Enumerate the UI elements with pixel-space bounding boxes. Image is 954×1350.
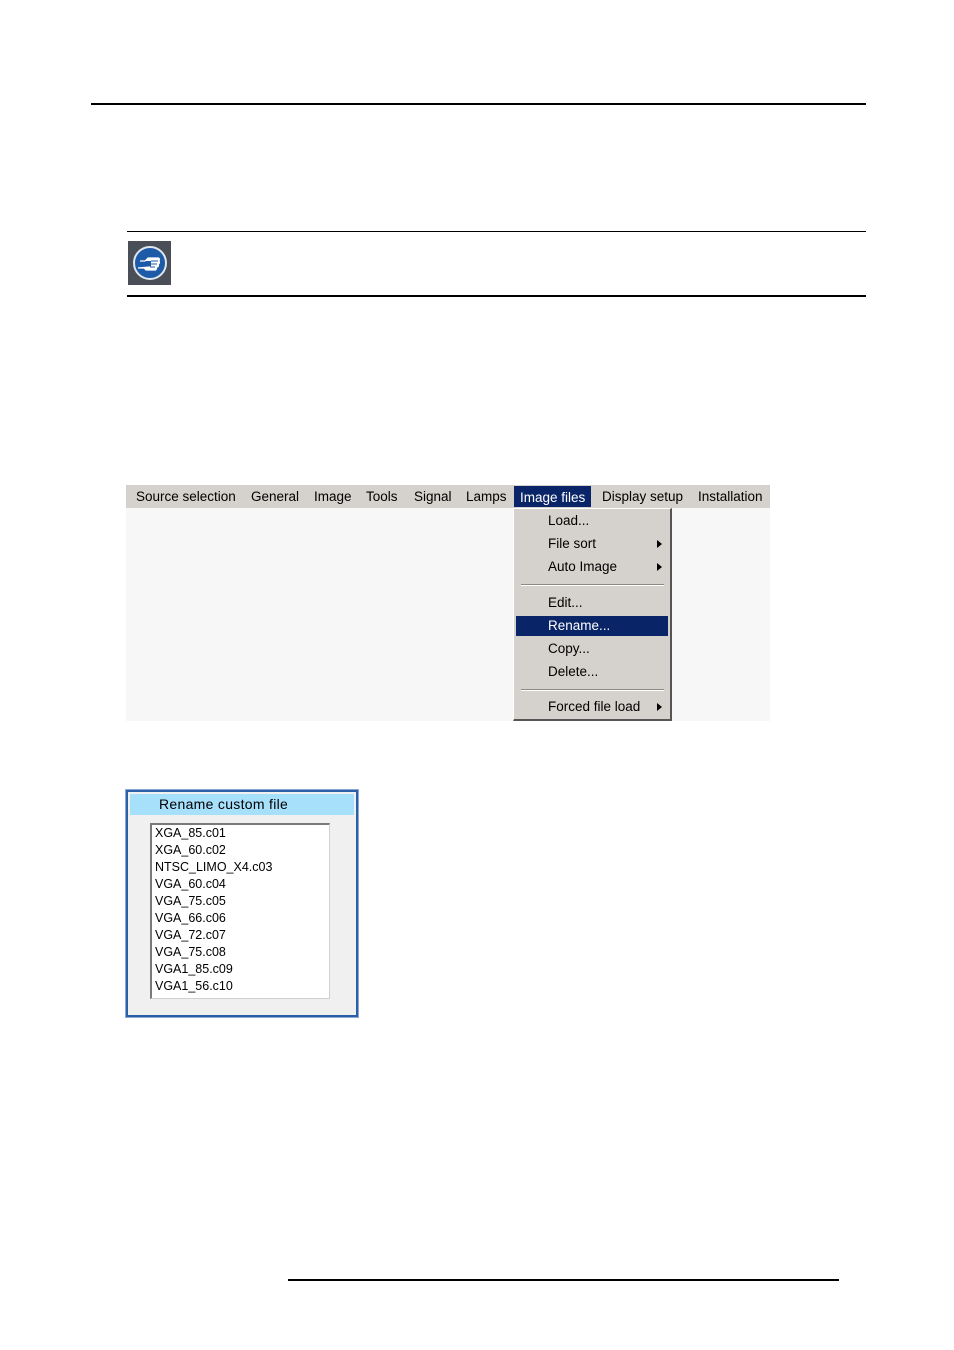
note-box [127, 231, 866, 297]
list-item[interactable]: VGA_72.c07 [155, 928, 226, 942]
menu-separator [521, 689, 664, 691]
menu-lamps[interactable]: Lamps [466, 489, 507, 504]
dialog-title-bar [130, 794, 354, 815]
dialog-title: Rename custom file [159, 796, 289, 812]
submenu-arrow-icon [657, 563, 662, 571]
menu-item-label: Edit... [548, 595, 583, 610]
menu-installation[interactable]: Installation [698, 489, 763, 504]
menu-item-load[interactable] [516, 511, 668, 531]
menu-item-label: Load... [548, 513, 590, 528]
menu-item-label: Forced file load [548, 699, 641, 714]
menu-bar [126, 485, 770, 508]
note-top-rule [127, 231, 866, 232]
menu-item-label: File sort [548, 536, 597, 551]
menu-general[interactable]: General [251, 489, 300, 504]
menu-item-label: Delete... [548, 664, 599, 679]
footer-rule [288, 1279, 839, 1281]
menu-item-edit[interactable] [516, 593, 668, 613]
file-list[interactable] [150, 823, 330, 999]
list-item[interactable]: XGA_85.c01 [155, 826, 226, 840]
list-item[interactable]: NTSC_LIMO_X4.c03 [155, 860, 273, 874]
menu-image-files[interactable]: Image files [514, 486, 591, 507]
list-item[interactable]: VGA_75.c08 [155, 945, 226, 959]
menu-item-label: Auto Image [548, 559, 618, 574]
menu-image[interactable]: Image [314, 489, 352, 504]
menu-item-label: Rename... [548, 618, 611, 633]
menu-signal[interactable]: Signal [414, 489, 452, 504]
list-item[interactable]: VGA_60.c04 [155, 877, 226, 891]
image-files-dropdown [513, 508, 672, 721]
menu-item-delete[interactable] [516, 662, 668, 682]
pointing-hand-icon [128, 241, 171, 285]
menu-item-label: Copy... [548, 641, 590, 656]
list-item[interactable]: VGA_66.c06 [155, 911, 226, 925]
menu-item-forced-file-load[interactable] [516, 697, 668, 717]
note-bottom-rule [127, 295, 866, 297]
menu-separator [521, 584, 664, 586]
submenu-arrow-icon [657, 703, 662, 711]
list-item[interactable]: VGA1_56.c10 [155, 979, 233, 993]
menu-screenshot [126, 485, 770, 721]
submenu-arrow-icon [657, 540, 662, 548]
menu-item-copy[interactable] [516, 639, 668, 659]
menu-source-selection[interactable]: Source selection [136, 489, 236, 504]
menu-tools[interactable]: Tools [366, 489, 398, 504]
list-item[interactable]: VGA_75.c05 [155, 894, 226, 908]
rename-dialog [126, 790, 358, 1017]
menu-item-auto-image[interactable] [516, 557, 668, 577]
list-item[interactable]: VGA1_85.c09 [155, 962, 233, 976]
menu-display-setup[interactable]: Display setup [602, 489, 684, 504]
list-item[interactable]: XGA_60.c02 [155, 843, 226, 857]
menu-item-rename[interactable] [516, 616, 668, 636]
menu-item-file-sort[interactable] [516, 534, 668, 554]
header-rule [91, 103, 866, 105]
